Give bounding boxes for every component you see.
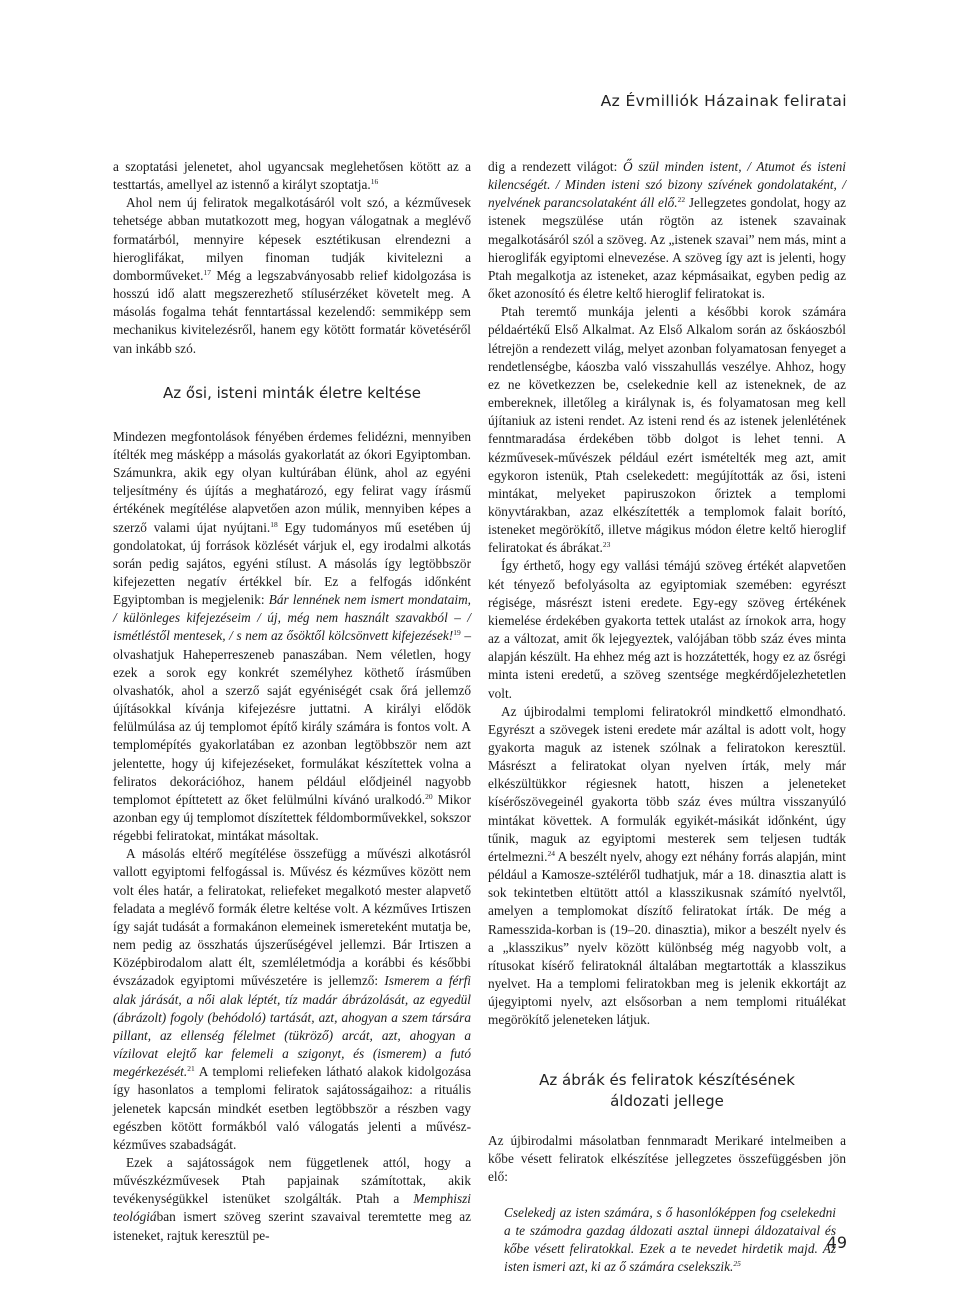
paragraph: Ezek a sajátosságok nem függetlenek attól, hogy a művészkézművesek Ptah papjainak számítottak, akik tevékenységükkel istenüket szolgálták. Ptah a Memphiszi teológiában ismert szöveg szerint szavaival teremtette meg az isteneket, rajtuk keresztül pe- <box>113 1154 471 1243</box>
quote-text: Bár lennének nem ismert mondataim, / különleges kifejezéseim / új, még nem használt szavakból – / ismétléstől mentesek, / s nem az ősöktől kölcsönvett kifejezések! <box>113 592 471 644</box>
paragraph: Ptah teremtő munkája jelenti a későbbi korok számára példaértékű Első Alkalmat. Az Első Alkalom során az őskáoszból létrejön a rendezett világ, melyet azonban folyamatosan fenyeget a rendetlenségbe, káoszba való visszahullás veszélye. Ahhoz, hogy ez ne következzen be, cselekednie kell az isteneknek, de az embereknek, illetőleg a királynak is, és folyamatosan meg kell újítaniuk az isteni rendet. Az isteni rend és az istenek jelenlétének fenntmaradása érdekében több dolgot is lehet tenni. A kézművesek-művészek például ezért ismételték meg azt, amit egykoron istenük, Ptah cselekedett: megújították az ősi, isteni mintákat, melyeket papiruszokon őriztek a templomi könyvtárakban, azaz elkészítették a templomok falait borító, isteneket megörökítő, illetve mágikus módon életre keltő hieroglif feliratokat és ábrákat.$^{23}$ <box>488 304 846 556</box>
quote-text: Ő szül minden istent, / Atumot és isteni kilencségét. / Minden isteni szó bizony szívének gondolataként, / nyelvének parancsolataként áll elő. <box>488 159 846 211</box>
paragraph: Így érthető, hogy egy vallási témájú szöveg értékét alapvetően két tényező befolyásolta az egyiptomiak szemében: egyrészt régisége, másrészt isteni eredete. Egy-egy szöveg értékének kiemelése érdekében gyakorta tettek utalást az írnokok arra, hogy az a változat, amit ők lejegyeztek, valójában több száz éves minta alapján készült. Ha ehhez még azt is hozzátették, hogy ez az ősrégi minta isteni eredetű, a szöveg szentsége megkérdőjelezhetetlen volt. <box>488 558 846 701</box>
footnote-ref: 24 <box>547 848 555 858</box>
footnote-ref: 22 <box>677 195 686 205</box>
paragraph: Ahol nem új feliratok megalkotásáról volt szó, a kézművesek tehetsége abban mutatkozott meg, hogyan válogatnak a meglévő formatárból, mennyire képesek esztétikusan elrendezni a hieroglifákat, milyen finoman tudják kivitelezni a domborműveket.$^{17}$ Még a legszabványosabb relief kidolgozása is hosszú idő alatt megszerezhető stílusérzéket követelt meg. A másolás fogalma tehát fenntartással kezelendő: semmiképp sem mechanikus kivitelezésről, hanem egy kötött formatár követéséről van inkább szó. <box>113 195 471 356</box>
footnote-ref: 23 <box>602 540 611 550</box>
quote-text: Ismerem a férfi alak járását, a női alak léptét, tíz madár ábrázolását, az egyedül (ábrázolt) fogoly (behódoló) tartását, azt, ahogyan a szem társára pillant, az ellenség félelmet (tükröző) arcát, azt, ahogyan a vízilovat elejtő kar felemeli a szigonyt, és (ismerem) a futó megérkezését. <box>113 973 472 1080</box>
left-column <box>113 158 471 1245</box>
footnote-ref: 18 <box>270 519 278 529</box>
section-heading: Az ősi, isteni minták életre keltése <box>163 383 421 402</box>
paragraph: Mindezen megfontolások fényében érdemes felidézni, mennyiben ítélték meg másképp a másolás gyakorlatát az ókori Egyiptomban. Számunkra, akik egy olyan kultúrában élünk, ahol az egyéni teljesítmény és újítás a meghatározó, egy felirat vagy írásmű értékének megítélése alapvetően azon múlik, mennyiben képes a szerző valami újat nyújtani.$^{18}$ Egy tudományos mű esetében új gondolatokat, új források közlését várjuk el, egy irodalmi alkotás során pedig sajátos, egyéni stílust. A másolás így legtöbbször kifejezetten negatív értékkel bír. Ez a felfogás időnként Egyiptomban is megjelenik: Bár lennének nem ismert mondataim, / különleges kifejezéseim / új, még nem használt szavakból – / ismétléstől mentesek, / s nem az ősöktől kölcsönvett kifejezések!$^{19}$ – olvashatjuk Haheperreszeneb panaszában. Nem véletlen, hogy ezek a sorok egy konkrét személyhez köthető írásműben olvashatók, ahol a szerző saját egyéniségét csak őrá jellemző újításokkal kívánja kifejezésre juttatni. A királyi elődök felülmúlása az új templomot építő király számára is fontos volt. A templomépítés gyakorlatában ez azonban legtöbbször nem azt jelentette, hogy új kifejezéseket, formulákat készítettek volna a feliratos dekorációhoz, hanem például elődjeinél nagyobb templomot építtetett az őket felülmúlni kívánó uralkodó.$^{20}$ Mikor azonban egy új templomot díszítettek féldomborművekkel, sokszor régebbi feliratokat, mintákat másoltak. <box>113 428 471 844</box>
page-number: 49 <box>826 1233 847 1252</box>
footnote-ref: 19 <box>453 628 461 638</box>
footnote-ref: 17 <box>203 267 211 277</box>
block-quote: Cselekedj az isten számára, s ő hasonlóképpen fog cselekedni a te számodra gazdag áldozati asztal ünnepi áldozataival és kőbe vésett feliratokkal. Ezek a te nevedet hirdetik majd. Az isten ismeri azt, ki az ő számára cselekszik.$^{25}$ <box>504 1204 836 1275</box>
footnote-ref: 16 <box>370 177 379 187</box>
running-head: Az Évmilliók Házainak feliratai <box>600 92 847 110</box>
footnote-ref: 25 <box>733 1259 741 1269</box>
section-heading: Az ábrák és feliratok készítésének áldozati jellege <box>539 1070 795 1110</box>
right-column <box>488 158 846 1277</box>
paragraph: Az újbirodalmi másolatban fennmaradt Merikaré intelmeiben a kőbe vésett feliratok elkészítése jellegzetes összefüggésben jön elő: <box>488 1132 846 1184</box>
paragraph: A másolás eltérő megítélése összefügg a művészi alkotásról vallott egyiptomi felfogással is. Művész és kézműves között nem volt éles határ, a feliratokat, reliefeket megalkotó mester alapvető feladata a meglévő formák életre keltése volt. A kézműves Irtiszen így saját tudását a formakánon elemeinek ismereteként mutatja be, nem pedig az összhatás újszerűségével jellemzi. Bár Irtiszen a Középbirodalom alatt élt, szemléletmódja a korábbi és későbbi évszázadok egyiptomi művészetére is jellemző: Ismerem a férfi alak járását, a női alak léptét, tíz madár ábrázolását, az egyedül (ábrázolt) fogoly (behódoló) tartását, azt, ahogyan a szem társára pillant, az ellenség félelmet (tükröző) arcát, azt, ahogyan a vízilovat elejtő kar felemeli a szigonyt, és (ismerem) a futó megérkezését.$^{21}$ A templomi reliefeken látható alakok kidolgozása így hasonlatos a templomi feliratok sajátosságaihoz: a rituális jelenetek kapcsán mindkét esetben legtöbbször a részben vagy egészben kötött formákból való válogatás jelenti a művész-kézműves szabadságát. <box>113 846 472 1152</box>
paragraph: Az újbirodalmi templomi feliratokról mindkettő elmondható. Egyrészt a szövegek isteni eredete már azáltal is adott volt, hogy gyakorta maguk az istenek szólnak a feliratokon keresztül. Másrészt a feliratokat olyan nyelven írták, mely már elkészültükkor régiesnek hatott, hiszen a jeleneteket kísérőszövegeinél gyakorta több száz éves múltra visszanyúló mintákat követtek. A formulák egyikét-másikát időnként, úgy tűnik, maguk az egyiptomi mesterek sem teljesen tudták értelmezni.$^{24}$ A beszélt nyelv, ahogy ezt néhány forrás alapján, mint például a Kamosze-sztéléről tudhatjuk, már a 18. dinasztia alatt is sok tekintetben eltütött attól a klasszikusnak számító nyelvtől, amelyen a templomokat díszítő feliratokat írták. De még a Ramesszida-korban is (19–20. dinasztia), mikor a beszélt nyelv és a „klasszikus” nyelv között különbség még nagyobb volt, a rítusokat kísérő feliratoknál általában megtartották a klasszikus nyelvet. Ha a templomi feliratokban meg is jelenik ekkortájt az újegyiptomi nyelv, azt elsősorban a nem templomi rituálékat megörökítő jeleneteken látjuk. <box>488 703 846 1028</box>
paragraph: a szoptatási jelenetet, ahol ugyancsak meglehetősen kötött az a testtartás, amellyel az istennő a királyt szoptatja.$^{16}$ <box>113 159 471 193</box>
title-italic: Memphiszi teológiá <box>113 1191 471 1225</box>
footnote-ref: 20 <box>425 791 433 801</box>
paragraph: dig a rendezett világot: Ő szül minden istent, / Atumot és isteni kilencségét. / Minden isteni szó bizony szívének gondolataként, / nyelvének parancsolataként áll elő.$^{22}$ Jellegzetes gondolat, hogy az istenek megszülése után rögtön az istenek szavainak megalkotásáról szól a szöveg. Az „istenek szavai” nem más, mint a hieroglifák egyiptomi elnevezése. A szöveg így azt is jelenti, hogy Ptah megalkotja az isteneket, azaz képmásaikat, egyben pedig az őket azonosító és életre keltő hieroglif feliratokat is. <box>488 159 847 302</box>
footnote-ref: 21 <box>187 1064 195 1074</box>
